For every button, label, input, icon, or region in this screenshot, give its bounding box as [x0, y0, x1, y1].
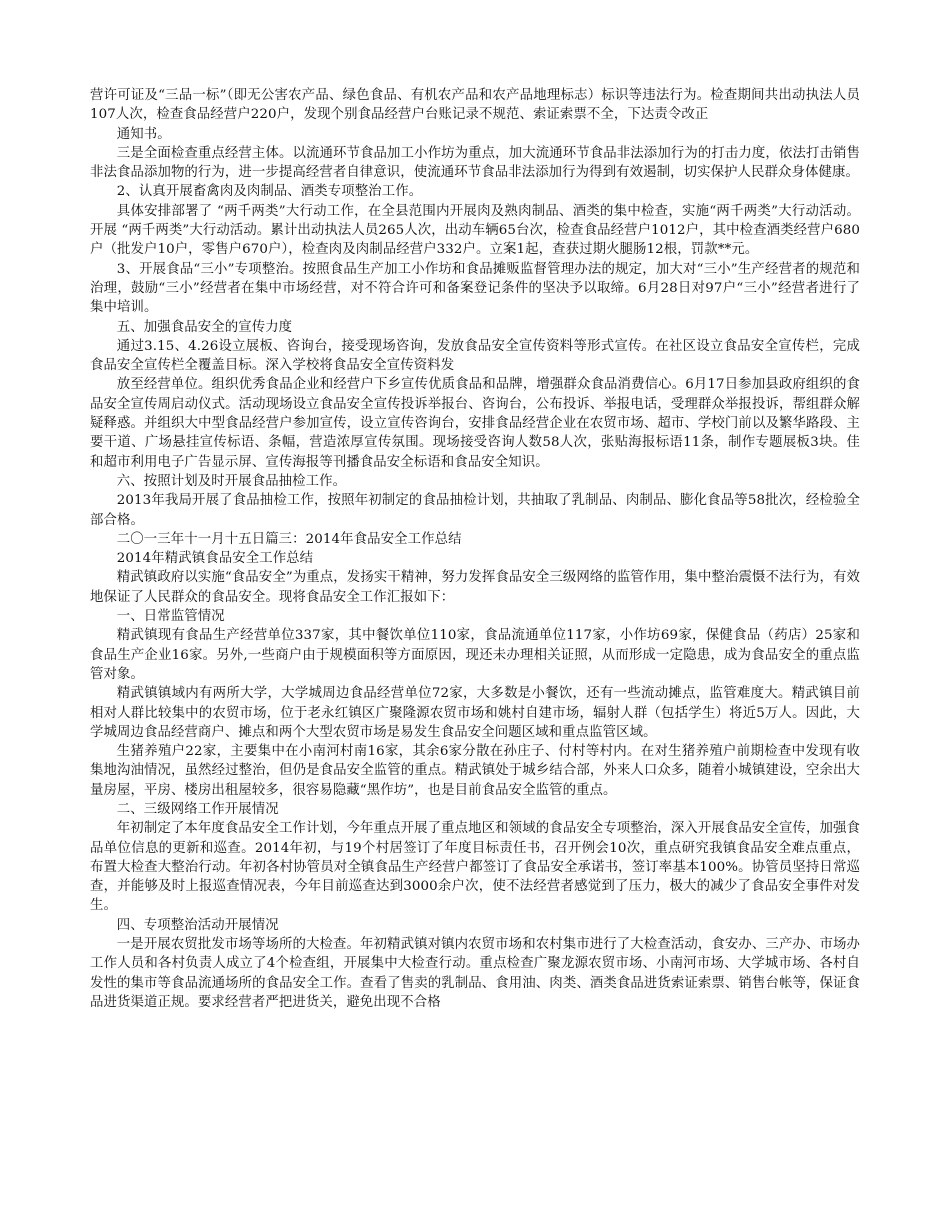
document-page	[90, 86, 860, 1012]
paragraph: 具体安排部署了 “两千两类”大行动工作，在全县范围内开展肉及熟肉制品、酒类的集中检查，实施“两千两类”大行动活动。开展 “两千两类”大行动活动。累计出动执法人员265人次，出动车辆65台次，检查食品经营户1012户，其中检查酒类经营户680户（批发户10户，零售户670户），检查肉及肉制品经营户332户。立案1起，查获过期火腿肠12根，罚款**元。	[90, 203, 860, 258]
paragraph: 3、开展食品“三小”专项整治。按照食品生产加工小作坊和食品摊贩监督管理办法的规定，加大对“三小”生产经营者的规范和治理，鼓励“三小”经营者在集中市场经营，对不符合许可和备案登记条件的坚决予以取缔。6月28日对97户“三小”经营者进行了集中培训。	[90, 261, 860, 316]
document-title: 2014年精武镇食品安全工作总结	[116, 551, 314, 567]
section-heading: 五、加强食品安全的宣传力度	[116, 319, 293, 335]
paragraph: 年初制定了本年度食品安全工作计划，今年重点开展了重点地区和领域的食品安全专项整治，深入开展食品安全宣传，加强食品单位信息的更新和巡查。2014年初，与19个村居签订了年度目标责任书，召开例会10次，重点研究我镇食品安全难点重点，布置大检查大整治行动。年初各村协管员对全镇食品生产经营户都签订了食品安全承诺书，签订率基本100%。协管员坚持日常巡查，并能够及时上报巡查情况表，今年目前巡查达到3000余户次，使不法经营者感觉到了压力，极大的减少了食品安全事件对发生。	[90, 821, 860, 914]
paragraph: 三是全面检查重点经营主体。以流通环节食品加工小作坊为重点，加大流通环节食品非法添加行为的打击力度，依法打击销售非法食品添加物的行为，进一步提高经营者自律意识，使流通环节食品非法添加行为得到有效遏制，切实保护人民群众身体健康。	[90, 145, 860, 181]
paragraph: 精武镇现有食品生产经营单位337家，其中餐饮单位110家，食品流通单位117家，小作坊69家，保健食品（药店）25家和食品生产企业16家。另外,一些商户由于规模面积等方面原因，现还未办理相关证照，从而形成一定隐患，成为食品安全的重点监管对象。	[90, 628, 860, 682]
section-heading: 四、专项整治活动开展情况	[116, 917, 279, 933]
paragraph: 营许可证及“三品一标”（即无公害农产品、绿色食品、有机农产品和农产品地理标志）标识等违法行为。检查期间共出动执法人员107人次，检查食品经营户220户，发现个别食品经营户台账记录不规范、索证索票不全，下达责令改正	[90, 88, 860, 123]
paragraph: 一是开展农贸批发市场等场所的大检查。年初精武镇对镇内农贸市场和农村集市进行了大检查活动，食安办、三产办、市场办工作人员和各村负责人成立了4个检查组，开展集中大检查行动。重点检查广聚龙源农贸市场、小南河市场、大学城市场、各村自发性的集市等食品流通场所的食品安全工作。查看了售卖的乳制品、食用油、肉类、酒类食品进货索证索票、销售台帐等，保证食品进货渠道正规。要求经营者严把进货关，避免出现不合格	[90, 937, 860, 1010]
paragraph: 通过3.15、4.26设立展板、咨询台，接受现场咨询，发放食品安全宣传资料等形式宣传。在社区设立食品安全宣传栏，完成食品安全宣传栏全覆盖目标。深入学校将食品安全宣传资料发	[90, 338, 860, 374]
paragraph: 2013年我局开展了食品抽检工作，按照年初制定的食品抽检计划，共抽取了乳制品、肉制品、膨化食品等58批次，经检验全部合格。	[90, 493, 860, 528]
section-heading: 二、三级网络工作开展情况	[116, 801, 279, 817]
date-line: 二〇一三年十一月十五日篇三：2014年食品安全工作总结	[116, 531, 462, 547]
section-heading: 六、按照计划及时开展食品抽检工作。	[116, 473, 347, 489]
paragraph: 通知书。	[116, 126, 171, 142]
paragraph: 放至经营单位。组织优秀食品企业和经营户下乡宣传优质食品和品牌，增强群众食品消费信心。6月17日参加县政府组织的食品安全宣传周启动仪式。活动现场设立食品安全宣传投诉举报台、咨询台，公布投诉、举报电话，受理群众举报投诉，帮组群众解疑释惑。并组织大中型食品经营户参加宣传，设立宣传咨询台，安排食品经营企业在农贸市场、超市、学校门前以及繁华路段、主要干道、广场悬挂宣传标语、条幅，营造浓厚宣传氛围。现场接受咨询人数58人次，张贴海报标语11条，制作专题展板3块。佳和超市利用电子广告显示屏、宣传海报等刊播食品安全标语和食品安全知识。	[90, 377, 860, 470]
paragraph: 精武镇镇域内有两所大学，大学城周边食品经营单位72家，大多数是小餐饮，还有一些流动摊点，监管难度大。精武镇目前相对人群比较集中的农贸市场，位于老永红镇区广聚隆源农贸市场和姚村自建市场，辐射人群（包括学生）将近5万人。因此，大学城周边食品经营商户、摊点和两个大型农贸市场是易发生食品安全问题区域和重点监管区域。	[90, 686, 860, 740]
paragraph: 精武镇政府以实施“食品安全”为重点，发扬实干精神，努力发挥食品安全三级网络的监管作用，集中整治震慑不法行为，有效地保证了人民群众的食品安全。现将食品安全工作汇报如下：	[90, 570, 860, 605]
paragraph: 生猪养殖户22家，主要集中在小南河村南16家，其余6家分散在孙庄子、付村等村内。在对生猪养殖户前期检查中发现有收集地沟油情况，虽然经过整治，但仍是食品安全监管的重点。精武镇处于城乡结合部，外来人口众多，随着小城镇建设，空余出大量房屋，平房、楼房出租屋较多，很容易隐藏“黑作坊”，也是目前食品安全监管的重点。	[90, 744, 860, 798]
section-heading: 一、日常监管情况	[116, 609, 225, 625]
section-heading: 2、认真开展畜禽肉及肉制品、酒类专项整治工作。	[116, 184, 423, 200]
